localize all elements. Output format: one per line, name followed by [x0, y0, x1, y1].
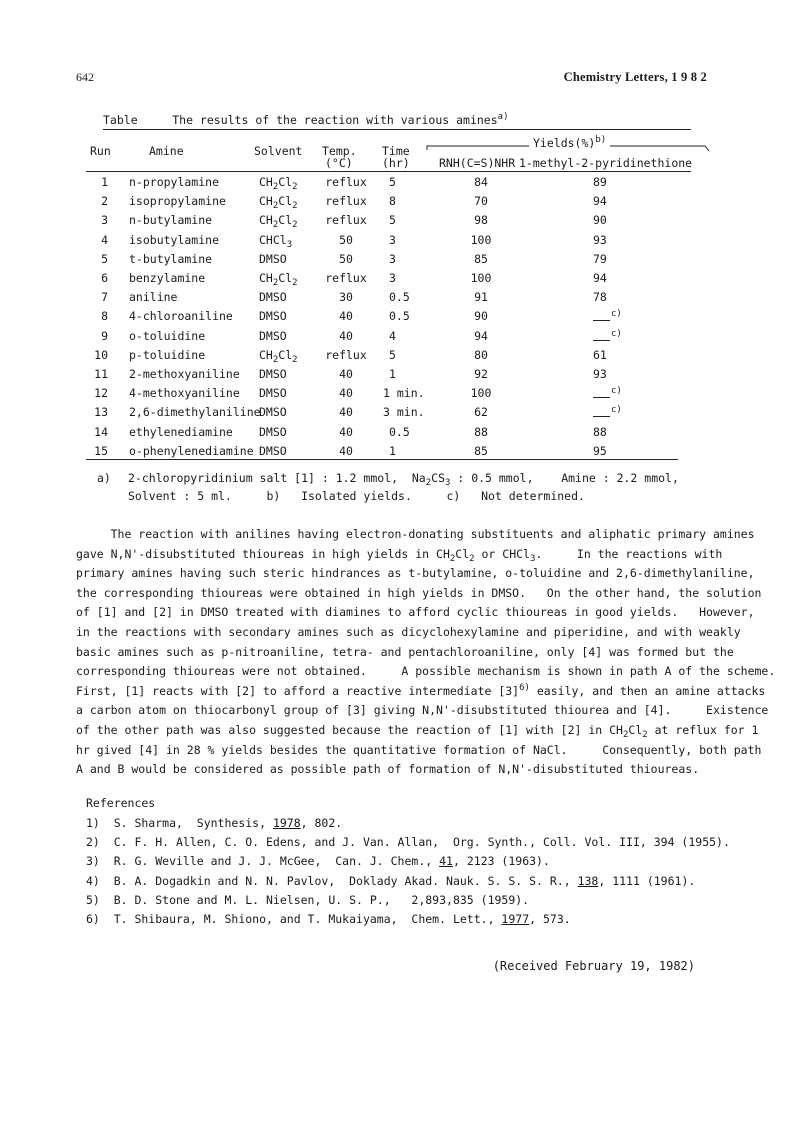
- col-header-time: Time: [382, 144, 410, 158]
- body-line: corresponding thioureas were not obtained. A possible mechanism is shown in path A of the scheme.: [76, 664, 776, 678]
- cell-amine: 2-methoxyaniline: [129, 367, 240, 381]
- table-caption: The results of the reaction with various amines: [172, 113, 498, 127]
- col-header-run: Run: [90, 144, 111, 158]
- cell-yield-thiourea: 92: [474, 367, 488, 381]
- cell-run: 3: [101, 213, 108, 227]
- table-label: Table: [103, 113, 138, 127]
- cell-yield-thiourea: 85: [474, 444, 488, 458]
- cell-time: 1 min.: [383, 386, 425, 400]
- col-header-temp: Temp.: [322, 144, 357, 158]
- page-number: 642: [76, 70, 94, 84]
- cell-yield-pyridinethione: c): [593, 330, 622, 344]
- body-line: of [1] and [2] in DMSO treated with diamines to afford cyclic thioureas in good yields. However,: [76, 605, 755, 619]
- cell-yield-pyridinethione: 93: [593, 367, 607, 381]
- cell-temp: 40: [339, 329, 353, 343]
- cell-temp: reflux: [325, 271, 367, 285]
- cell-solvent: DMSO: [259, 290, 287, 304]
- cell-yield-pyridinethione: c): [593, 310, 622, 324]
- cell-amine: p-toluidine: [129, 348, 206, 362]
- col-header-pyridinethione: 1-methyl-2-pyridinethione: [519, 156, 693, 170]
- cell-amine: o-phenylenediamine: [129, 444, 254, 458]
- yields-group-header: [425, 136, 710, 156]
- cell-temp: reflux: [325, 213, 367, 227]
- cell-yield-thiourea: 98: [474, 213, 488, 227]
- body-line: gave N,N'-disubstituted thioureas in high yields in $CH_2Cl_2$ or CHCl$_3$. In the reactions with: [76, 547, 723, 564]
- table-title: [103, 113, 509, 127]
- footnote-a-text2: : 0.5 mmol, Amine : 2.2 mmol,: [450, 471, 679, 485]
- cell-run: 14: [94, 425, 108, 439]
- footnote-a-text1: 2-chloropyridinium salt [1] : 1.2 mmol, Na: [128, 471, 426, 485]
- body-line: of the other path was also suggested because the reaction of [1] with [2] in $CH_2Cl_2$ at reflux for 1: [76, 723, 759, 740]
- cell-temp: 40: [339, 367, 353, 381]
- cell-time: 5: [389, 348, 396, 362]
- footnote-a-mark: a): [97, 471, 111, 485]
- cell-time: 1: [389, 367, 396, 381]
- col-header-time-unit: (hr): [382, 156, 410, 170]
- cell-run: 1: [101, 175, 108, 189]
- cell-temp: 40: [339, 444, 353, 458]
- cell-time: 0.5: [389, 309, 410, 323]
- table-bottom-rule: [86, 459, 678, 460]
- cell-time: 0.5: [389, 290, 410, 304]
- cell-amine: 4-chloroaniline: [129, 309, 233, 323]
- col-header-solvent: Solvent: [254, 144, 303, 158]
- reference-item: 4) B. A. Dogadkin and N. N. Pavlov, Doklady Akad. Nauk. S. S. S. R., 138, 1111 (1961).: [86, 874, 696, 888]
- cell-time: 0.5: [389, 425, 410, 439]
- body-line: The reaction with anilines having electron-donating substituents and aliphatic primary amines: [76, 527, 755, 541]
- cell-yield-thiourea: 90: [474, 309, 488, 323]
- cell-yield-thiourea: 80: [474, 348, 488, 362]
- cell-run: 9: [101, 329, 108, 343]
- cell-yield-pyridinethione: 88: [593, 425, 607, 439]
- references-heading: References: [86, 796, 156, 810]
- cell-yield-pyridinethione: c): [593, 406, 622, 420]
- cell-solvent: DMSO: [259, 367, 287, 381]
- cell-yield-thiourea: 94: [474, 329, 488, 343]
- col-header-thiourea: RNH(C=S)NHR: [439, 156, 516, 170]
- cell-yield-pyridinethione: 78: [593, 290, 607, 304]
- cell-time: 3: [389, 271, 396, 285]
- cell-run: 12: [94, 386, 108, 400]
- cell-solvent: $CH_2Cl_2$: [259, 194, 298, 211]
- cell-amine: 4-methoxyaniline: [129, 386, 240, 400]
- body-line: First, [1] reacts with [2] to afford a reactive intermediate $[3]^{6)}$ easily, and then an amine attacks: [76, 683, 766, 698]
- cell-time: 1: [389, 444, 396, 458]
- journal-header: Chemistry Letters, 1 9 8 2: [563, 70, 707, 84]
- cell-amine: ethylenediamine: [129, 425, 233, 439]
- cell-time: 3: [389, 252, 396, 266]
- cell-run: 15: [94, 444, 108, 458]
- table-top-rule: [103, 129, 691, 130]
- cell-amine: aniline: [129, 290, 178, 304]
- cell-run: 10: [94, 348, 108, 362]
- cell-time: 8: [389, 194, 396, 208]
- cell-yield-thiourea: 84: [474, 175, 488, 189]
- caption-footnote-mark: a): [497, 112, 509, 122]
- cell-solvent: DMSO: [259, 444, 287, 458]
- yields-text: Yields(%): [533, 136, 596, 150]
- cell-temp: 30: [339, 290, 353, 304]
- cell-run: 6: [101, 271, 108, 285]
- cell-yield-thiourea: 91: [474, 290, 488, 304]
- cell-time: 4: [389, 329, 396, 343]
- cell-solvent: CHCl$_3$: [259, 233, 293, 250]
- cell-run: 13: [94, 405, 108, 419]
- cell-solvent: $CH_2Cl_2$: [259, 348, 298, 365]
- cell-time: 3 min.: [383, 405, 425, 419]
- cell-solvent: DMSO: [259, 405, 287, 419]
- cell-yield-pyridinethione: 94: [593, 271, 607, 285]
- reference-item: 2) C. F. H. Allen, C. O. Edens, and J. Van. Allan, Org. Synth., Coll. Vol. III, 394 (1955).: [86, 835, 730, 849]
- cell-solvent: DMSO: [259, 252, 287, 266]
- cell-solvent: DMSO: [259, 425, 287, 439]
- cell-temp: 40: [339, 425, 353, 439]
- cell-yield-thiourea: 88: [474, 425, 488, 439]
- cell-yield-thiourea: 70: [474, 194, 488, 208]
- yields-label: [529, 136, 610, 150]
- cell-yield-pyridinethione: 89: [593, 175, 607, 189]
- reference-item: 6) T. Shibaura, M. Shiono, and T. Mukaiyama, Chem. Lett., 1977, 573.: [86, 912, 571, 926]
- cell-temp: 50: [339, 252, 353, 266]
- received-date: (Received February 19, 1982): [492, 959, 695, 973]
- cell-yield-pyridinethione: 93: [593, 233, 607, 247]
- cell-temp: reflux: [325, 175, 367, 189]
- body-line: A and B would be considered as possible path of formation of N,N'-disubstituted thioureas.: [76, 762, 700, 776]
- cell-yield-thiourea: 100: [470, 271, 492, 285]
- cell-yield-pyridinethione: 61: [593, 348, 607, 362]
- cell-amine: o-toluidine: [129, 329, 206, 343]
- cell-time: 5: [389, 175, 396, 189]
- body-line: in the reactions with secondary amines such as dicyclohexylamine and piperidine, and with weakly: [76, 625, 741, 639]
- cell-solvent: $CH_2Cl_2$: [259, 213, 298, 230]
- cell-amine: n-propylamine: [129, 175, 220, 189]
- cell-yield-pyridinethione: 90: [593, 213, 607, 227]
- cell-run: 7: [101, 290, 108, 304]
- cell-amine: n-butylamine: [129, 213, 213, 227]
- yields-footnote-mark: b): [595, 135, 607, 145]
- cell-solvent: $CH_2Cl_2$: [259, 175, 298, 192]
- cell-amine: t-butylamine: [129, 252, 213, 266]
- cell-temp: 40: [339, 386, 353, 400]
- cell-yield-thiourea: 100: [470, 386, 492, 400]
- cell-temp: reflux: [325, 194, 367, 208]
- cell-temp: reflux: [325, 348, 367, 362]
- body-line: the corresponding thioureas were obtained in high yields in DMSO. On the other hand, the solution: [76, 586, 762, 600]
- cell-solvent: DMSO: [259, 386, 287, 400]
- cell-run: 8: [101, 309, 108, 323]
- cell-yield-pyridinethione: 79: [593, 252, 607, 266]
- cell-temp: 40: [339, 309, 353, 323]
- cell-time: 3: [389, 233, 396, 247]
- body-line: a carbon atom on thiocarbonyl group of [3] giving N,N'-disubstituted thiourea and [4]. Existence: [76, 703, 769, 717]
- cell-run: 11: [94, 367, 108, 381]
- cell-amine: 2,6-dimethylaniline: [129, 405, 261, 419]
- cell-solvent: DMSO: [259, 309, 287, 323]
- col-header-temp-unit: (°C): [325, 156, 353, 170]
- cell-temp: 40: [339, 405, 353, 419]
- cell-solvent: $CH_2Cl_2$: [259, 271, 298, 288]
- reference-item: 5) B. D. Stone and M. L. Nielsen, U. S. P., 2,893,835 (1959).: [86, 893, 530, 907]
- cell-amine: isopropylamine: [129, 194, 226, 208]
- reference-item: 3) R. G. Weville and J. J. McGee, Can. J. Chem., 41, 2123 (1963).: [86, 854, 550, 868]
- cell-amine: benzylamine: [129, 271, 206, 285]
- body-line: primary amines having such steric hindrances as t-butylamine, o-toluidine and 2,6-dimethylaniline,: [76, 566, 755, 580]
- cell-run: 5: [101, 252, 108, 266]
- col-header-amine: Amine: [149, 144, 184, 158]
- body-line: hr gived [4] in 28 % yields besides the quantitative formation of NaCl. Consequently, both path: [76, 743, 762, 757]
- cell-yield-pyridinethione: 95: [593, 444, 607, 458]
- cell-yield-thiourea: 100: [470, 233, 492, 247]
- footnote-line2: Solvent : 5 ml. b) Isolated yields. c) Not determined.: [128, 489, 585, 503]
- footnote-a-line1: 2-chloropyridinium salt [1] : 1.2 mmol, $Na_2CS_3$ : 0.5 mmol, Amine : 2.2 mmol,: [128, 471, 679, 488]
- cell-run: 4: [101, 233, 108, 247]
- body-line: basic amines such as p-nitroaniline, tetra- and pentachloroaniline, only [4] was formed but the: [76, 645, 734, 659]
- cell-yield-thiourea: 62: [474, 405, 488, 419]
- cell-yield-thiourea: 85: [474, 252, 488, 266]
- cell-amine: isobutylamine: [129, 233, 220, 247]
- cell-solvent: DMSO: [259, 329, 287, 343]
- table-header-rule: [86, 171, 691, 172]
- cell-yield-pyridinethione: c): [593, 387, 622, 401]
- cell-temp: 50: [339, 233, 353, 247]
- reference-item: 1) S. Sharma, Synthesis, 1978, 802.: [86, 816, 343, 830]
- cell-time: 5: [389, 213, 396, 227]
- cell-run: 2: [101, 194, 108, 208]
- cell-yield-pyridinethione: 94: [593, 194, 607, 208]
